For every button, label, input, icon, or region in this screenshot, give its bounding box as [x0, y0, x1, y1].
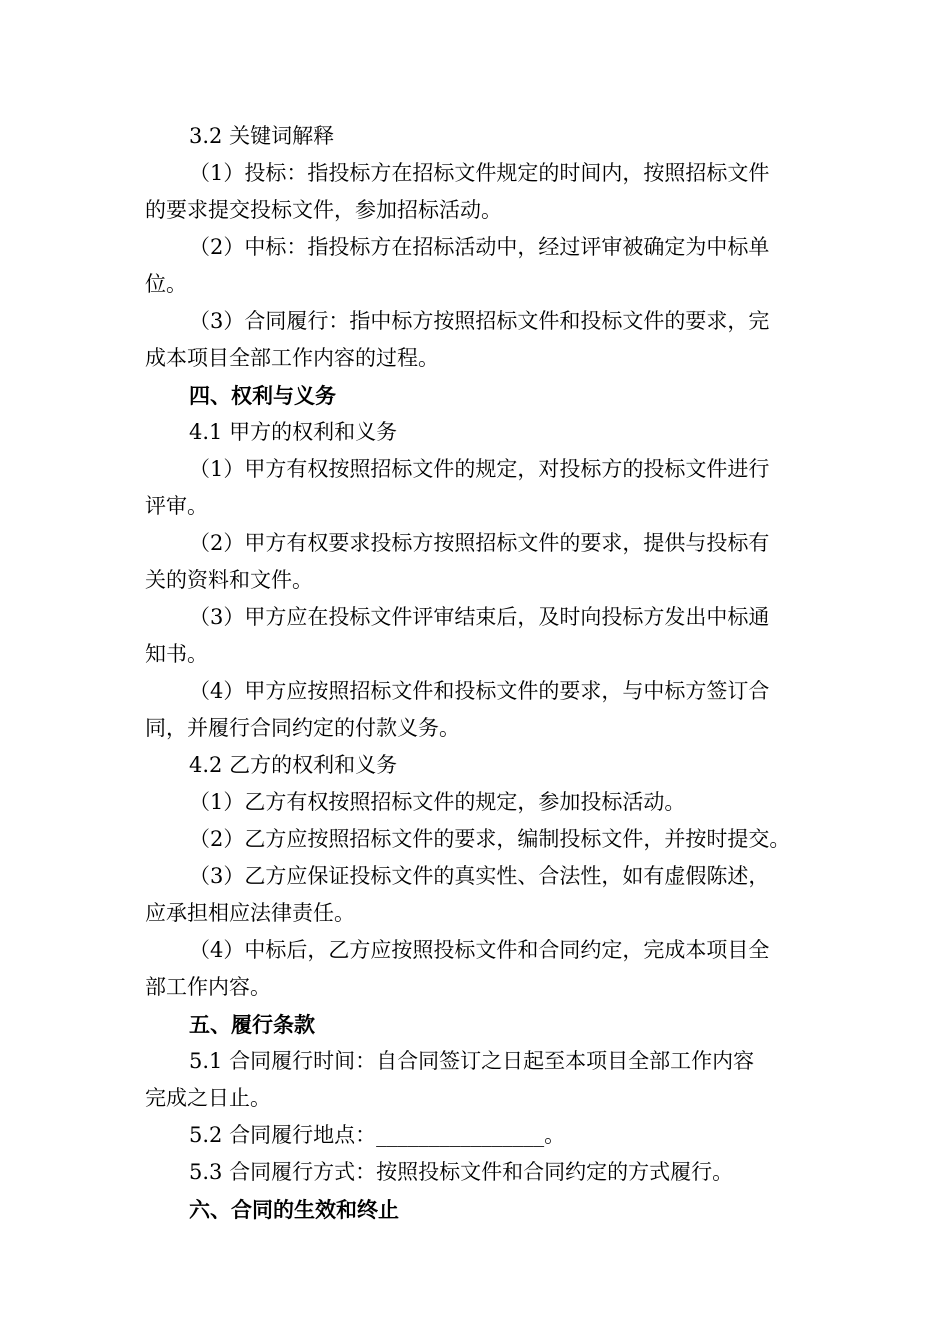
paragraph [145, 303, 810, 377]
text-line: （2）中标：指投标方在招标活动中，经过评审被确定为中标单 [189, 235, 770, 259]
text-line: 部工作内容。 [145, 975, 271, 999]
paragraph [145, 932, 810, 1006]
paragraph [145, 451, 810, 525]
text-line: 四、权利与义务 [189, 383, 336, 408]
text-line: 的要求提交投标文件，参加招标活动。 [145, 198, 502, 222]
text-line: 五、履行条款 [189, 1012, 315, 1037]
paragraph [145, 821, 810, 858]
paragraph [145, 155, 810, 229]
paragraph [145, 525, 810, 599]
text-line: （3）甲方应在投标文件评审结束后，及时向投标方发出中标通 [189, 605, 770, 629]
text-line: 应承担相应法律责任。 [145, 901, 355, 925]
document-page [145, 118, 810, 1228]
section-heading [145, 377, 810, 414]
section-heading [145, 1006, 810, 1043]
text-line: 同，并履行合同约定的付款义务。 [145, 716, 460, 740]
paragraph [145, 1117, 810, 1154]
paragraph [145, 599, 810, 673]
text-line: （1）投标：指投标方在招标文件规定的时间内，按照招标文件 [189, 161, 770, 185]
text-line: 关的资料和文件。 [145, 568, 313, 592]
text-line: 4.2 乙方的权利和义务 [189, 753, 398, 777]
text-line: 5.2 合同履行地点：________________。 [189, 1123, 566, 1147]
text-line: （4）中标后，乙方应按照投标文件和合同约定，完成本项目全 [189, 938, 770, 962]
paragraph [145, 229, 810, 303]
text-line: （3）合同履行：指中标方按照招标文件和投标文件的要求，完 [189, 309, 770, 333]
paragraph [145, 673, 810, 747]
paragraph [145, 1043, 810, 1117]
subsection-title [145, 747, 810, 784]
text-line: 3.2 关键词解释 [189, 124, 335, 148]
text-line: 5.3 合同履行方式：按照投标文件和合同约定的方式履行。 [189, 1160, 734, 1184]
section-heading [145, 1191, 810, 1228]
paragraph [145, 1154, 810, 1191]
paragraph [145, 784, 810, 821]
subsection-title [145, 118, 810, 155]
text-line: （2）甲方有权要求投标方按照招标文件的要求，提供与投标有 [189, 531, 770, 555]
text-line: （3）乙方应保证投标文件的真实性、合法性，如有虚假陈述， [189, 864, 770, 888]
paragraph [145, 858, 810, 932]
text-line: 六、合同的生效和终止 [189, 1197, 399, 1222]
text-line: （1）乙方有权按照招标文件的规定，参加投标活动。 [189, 790, 686, 814]
text-line: 成本项目全部工作内容的过程。 [145, 346, 439, 370]
text-line: 完成之日止。 [145, 1086, 271, 1110]
text-line: 5.1 合同履行时间：自合同签订之日起至本项目全部工作内容 [189, 1049, 755, 1073]
text-line: 知书。 [145, 642, 208, 666]
text-line: （1）甲方有权按照招标文件的规定，对投标方的投标文件进行 [189, 457, 770, 481]
subsection-title [145, 414, 810, 451]
text-line: 位。 [145, 272, 187, 296]
text-line: 4.1 甲方的权利和义务 [189, 420, 398, 444]
text-line: （4）甲方应按照招标文件和投标文件的要求，与中标方签订合 [189, 679, 770, 703]
text-line: 评审。 [145, 494, 208, 518]
text-line: （2）乙方应按照招标文件的要求，编制投标文件，并按时提交。 [189, 827, 791, 851]
